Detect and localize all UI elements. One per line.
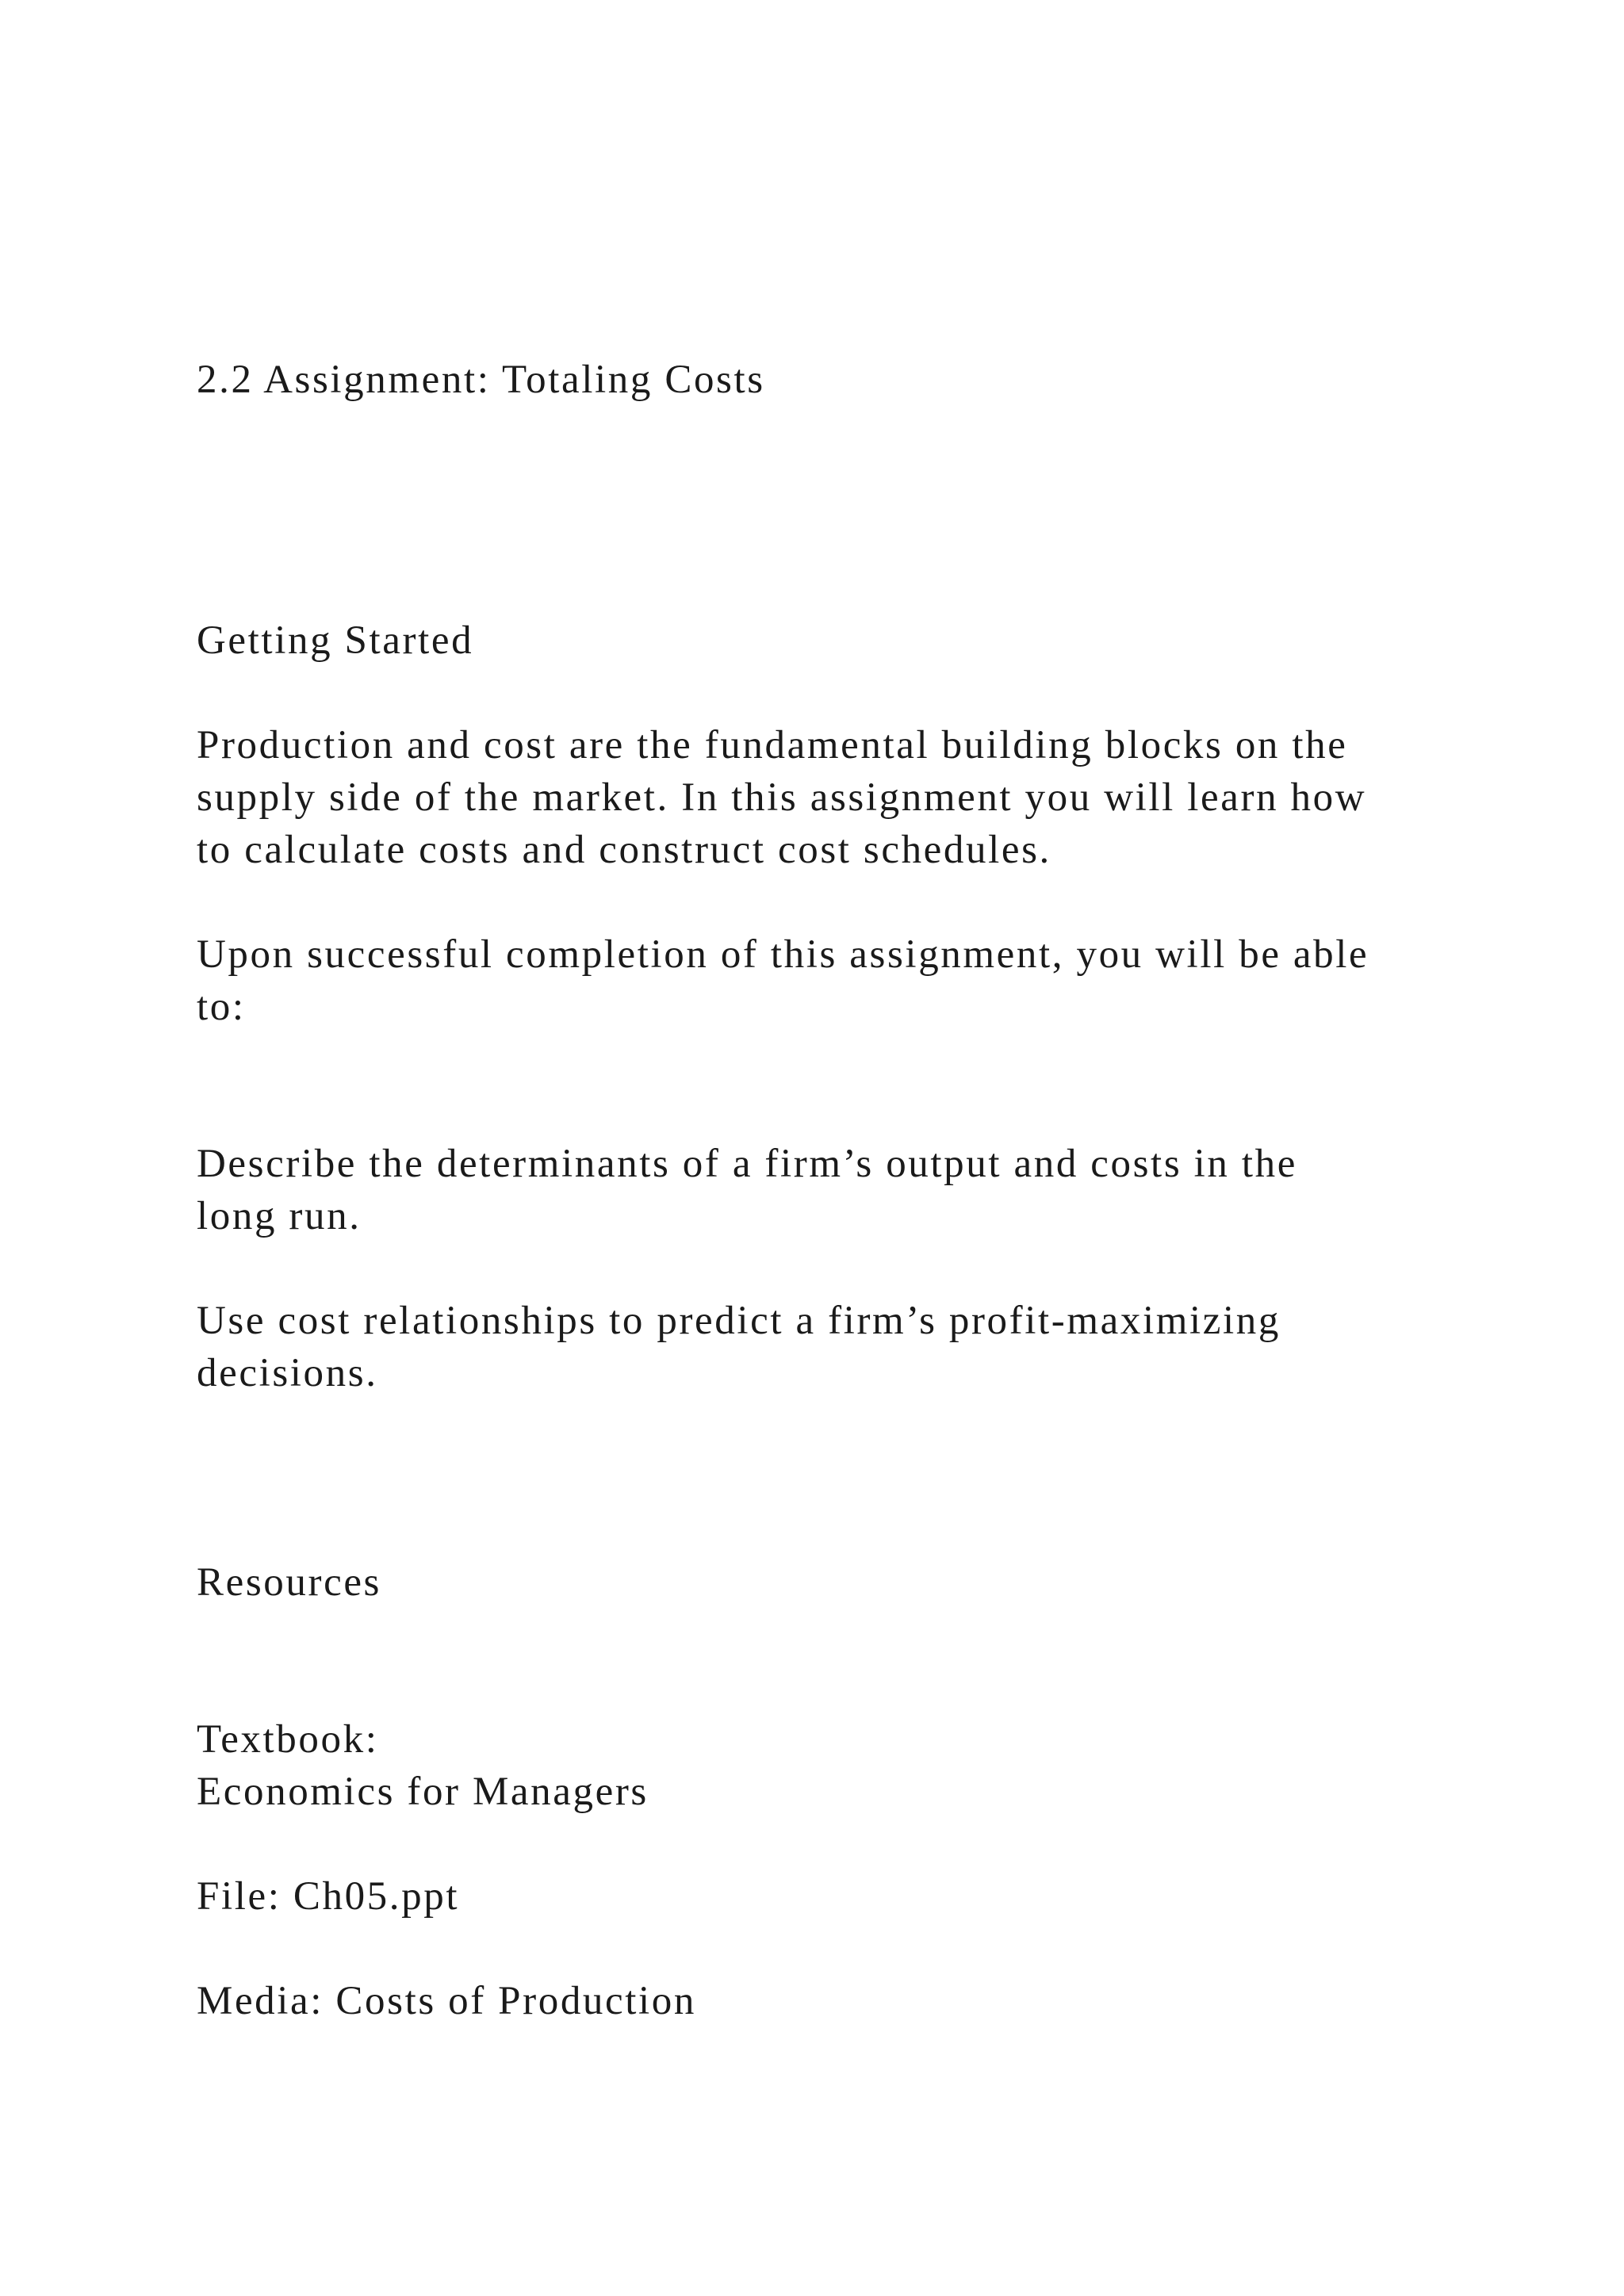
- getting-started-heading: Getting Started: [197, 618, 474, 663]
- objective-1-line-1: Describe the determinants of a firm’s output and costs in the: [197, 1142, 1297, 1186]
- intro-line-1: Production and cost are the fundamental building blocks on the: [197, 723, 1348, 767]
- textbook-title: Economics for Managers: [197, 1770, 649, 1814]
- file-resource: File: Ch05.ppt: [197, 1874, 460, 1919]
- intro-line-3: to calculate costs and construct cost schedules.: [197, 828, 1051, 872]
- objective-2-line-1: Use cost relationships to predict a firm’s profit-maximizing: [197, 1299, 1281, 1343]
- objective-1-line-2: long run.: [197, 1194, 362, 1238]
- intro-line-2: supply side of the market. In this assignment you will learn how: [197, 775, 1367, 820]
- objective-2-line-2: decisions.: [197, 1351, 378, 1395]
- textbook-label: Textbook:: [197, 1717, 379, 1762]
- media-resource: Media: Costs of Production: [197, 1979, 696, 2023]
- completion-line-2: to:: [197, 985, 246, 1029]
- completion-line-1: Upon successful completion of this assignment, you will be able: [197, 932, 1369, 977]
- resources-heading: Resources: [197, 1560, 382, 1605]
- page-title: 2.2 Assignment: Totaling Costs: [197, 358, 765, 402]
